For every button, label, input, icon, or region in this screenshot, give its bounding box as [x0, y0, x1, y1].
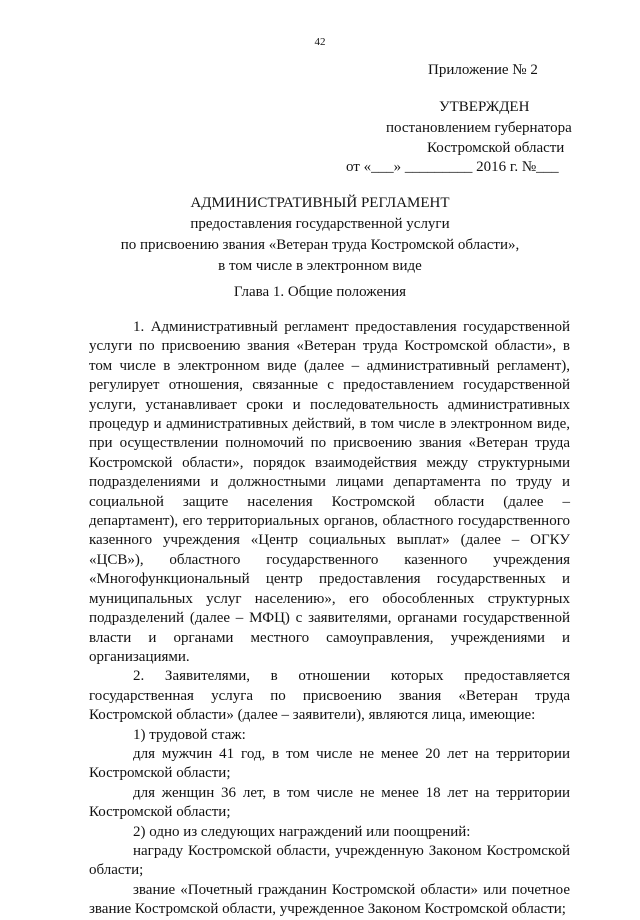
list-item: 2) одно из следующих награждений или поощрений:	[133, 823, 471, 840]
list-item: 1) трудовой стаж:	[133, 726, 246, 743]
approved-by-line1: постановлением губернатора	[386, 120, 572, 136]
page-number: 42	[314, 36, 326, 48]
list-item: награду Костромской области, учрежденную Законом Костромской области;	[89, 842, 570, 879]
title-line-2: предоставления государственной услуги	[190, 216, 450, 232]
appendix-label: Приложение № 2	[428, 62, 538, 78]
chapter-heading: Глава 1. Общие положения	[233, 284, 407, 300]
paragraph-2: 2. Заявителями, в отношении которых предоставляется государственная услуга по присвоению звания «Ветеран труда Костромской области» (далее – заявители), являются лица, имеющие:	[89, 668, 570, 724]
document-title	[0, 193, 640, 277]
title-line-1: АДМИНИСТРАТИВНЫЙ РЕГЛАМЕНТ	[190, 195, 450, 211]
approved-label: УТВЕРЖДЕН	[439, 99, 530, 115]
date-line: от «___» _________ 2016 г. №___	[346, 159, 559, 175]
paragraph-1: 1. Административный регламент предоставления государственной услуги по присвоению звания «Ветеран труда Костромской области», в том числе в электронном виде (далее – административный регламент), регулирует отношения, связанные с предоставлением государственной услуги, устанавливает сроки и последовательность административных процедур и административных действий, в том числе в электронном виде, при осуществлении полномочий по присвоению звания «Ветеран труда Костромской области», порядок взаимодействия между структурными подразделениями и должностными лицами департамента по труду и социальной защите населения Костромской области (далее – департамент), его территориальных органов, областного государственного казенного учреждения «Центр социальных выплат» (далее – ОГКУ «ЦСВ»), областного государственного казенного учреждения «Многофункциональный центр предоставления государственных и муниципальных услуг населению», его обособленных структурных подразделений (далее – МФЦ) с заявителями, органами государственной власти и органами местного самоуправления, учреждениями и организациями.	[89, 319, 570, 665]
title-line-3: по присвоению звания «Ветеран труда Костромской области»,	[120, 237, 520, 253]
list-item: для мужчин 41 год, в том числе не менее 20 лет на территории Костромской области;	[89, 745, 570, 782]
list-item: для женщин 36 лет, в том числе не менее 18 лет на территории Костромской области;	[89, 784, 570, 821]
approved-by-line2: Костромской области	[427, 140, 565, 156]
title-line-4: в том числе в электронном виде	[218, 258, 422, 274]
document-body	[89, 318, 570, 920]
list-item: звание «Почетный гражданин Костромской области» или почетное звание Костромской области, учрежденное Законом Костромской области;	[89, 881, 570, 918]
